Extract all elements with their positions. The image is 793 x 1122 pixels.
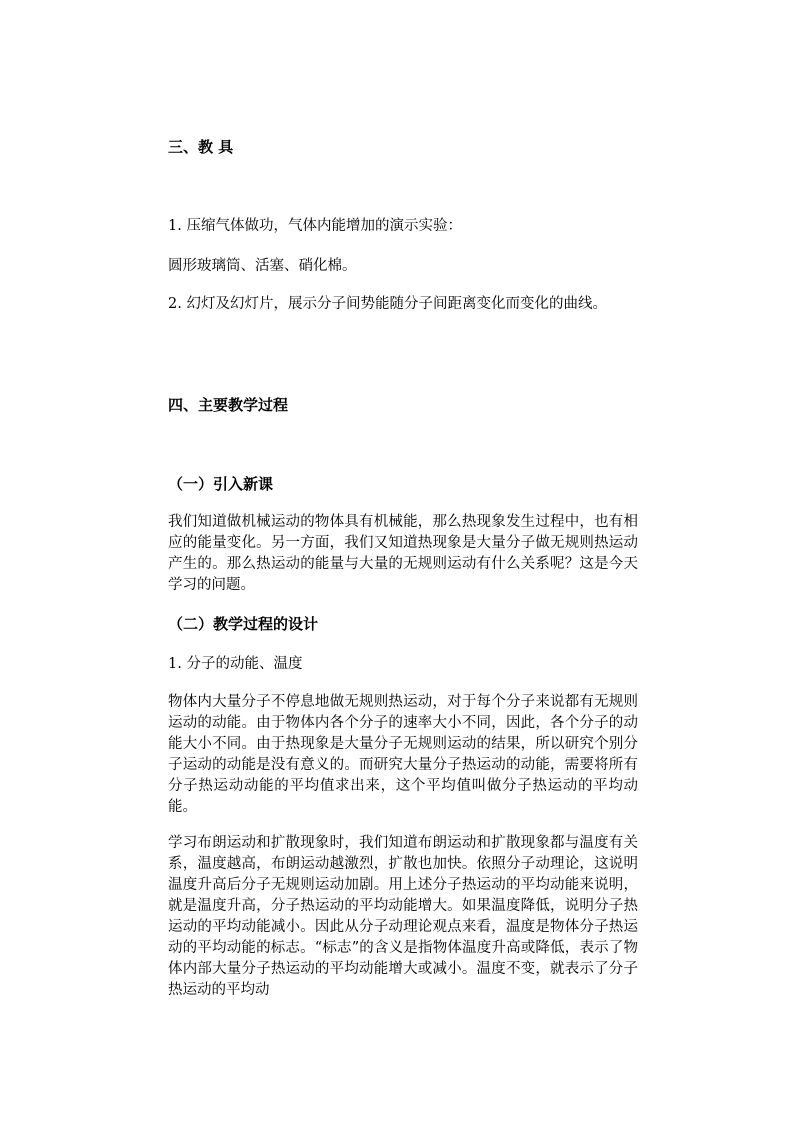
subsection-1-paragraph: 我们知道做机械运动的物体具有机械能，那么热现象发生过程中，也有相应的能量变化。另一方面，我们又知道热现象是大量分子做无规则热运动产生的。那么热运动的能量与大量的无规则运动有什么关系呢？这是今天学习的问题。	[168, 514, 638, 593]
section-4-heading: 四、主要教学过程	[168, 396, 289, 414]
section-3-heading: 三、教 具	[168, 138, 234, 156]
equipment-item-2: 2. 幻灯及幻灯片，展示分子间势能随分子间距离变化而变化的曲线。	[168, 296, 607, 312]
equipment-item-1: 1. 压缩气体做功，气体内能增加的演示实验：	[168, 218, 462, 234]
equipment-item-1-detail: 圆形玻璃筒、活塞、硝化棉。	[168, 258, 357, 274]
subsection-2-heading: （二）教学过程的设计	[168, 615, 319, 633]
paragraph-temperature: 学习布朗运动和扩散现象时，我们知道布朗运动和扩散现象都与温度有关系，温度越高，布朗运动越激烈，扩散也加快。依照分子动理论，这说明温度升高后分子无规则运动加剧。用上述分子热运动的平均动能来说明，就是温度升高，分子热运动的平均动能增大。如果温度降低，说明分子热运动的平均动能减小。因此从分子动理论观点来看，温度是物体分子热运动的平均动能的标志。“标志”的含义是指物体温度升高或降低，表示了物体内部大量分子热运动的平均动能增大或减小。温度不变，就表示了分子热运动的平均动	[168, 835, 638, 998]
paragraph-kinetic-energy: 物体内大量分子不停息地做无规则热运动，对于每个分子来说都有无规则运动的动能。由于物体内各个分子的速率大小不同，因此，各个分子的动能大小不同。由于热现象是大量分子无规则运动的结果，所以研究个别分子运动的动能是没有意义的。而研究大量分子热运动的动能，需要将所有分子热运动动能的平均值求出来，这个平均值叫做分子热运动的平均动能。	[168, 694, 638, 815]
subsection-2-item-1: 1. 分子的动能、温度	[168, 656, 303, 672]
subsection-1-heading: （一）引入新课	[168, 475, 274, 493]
